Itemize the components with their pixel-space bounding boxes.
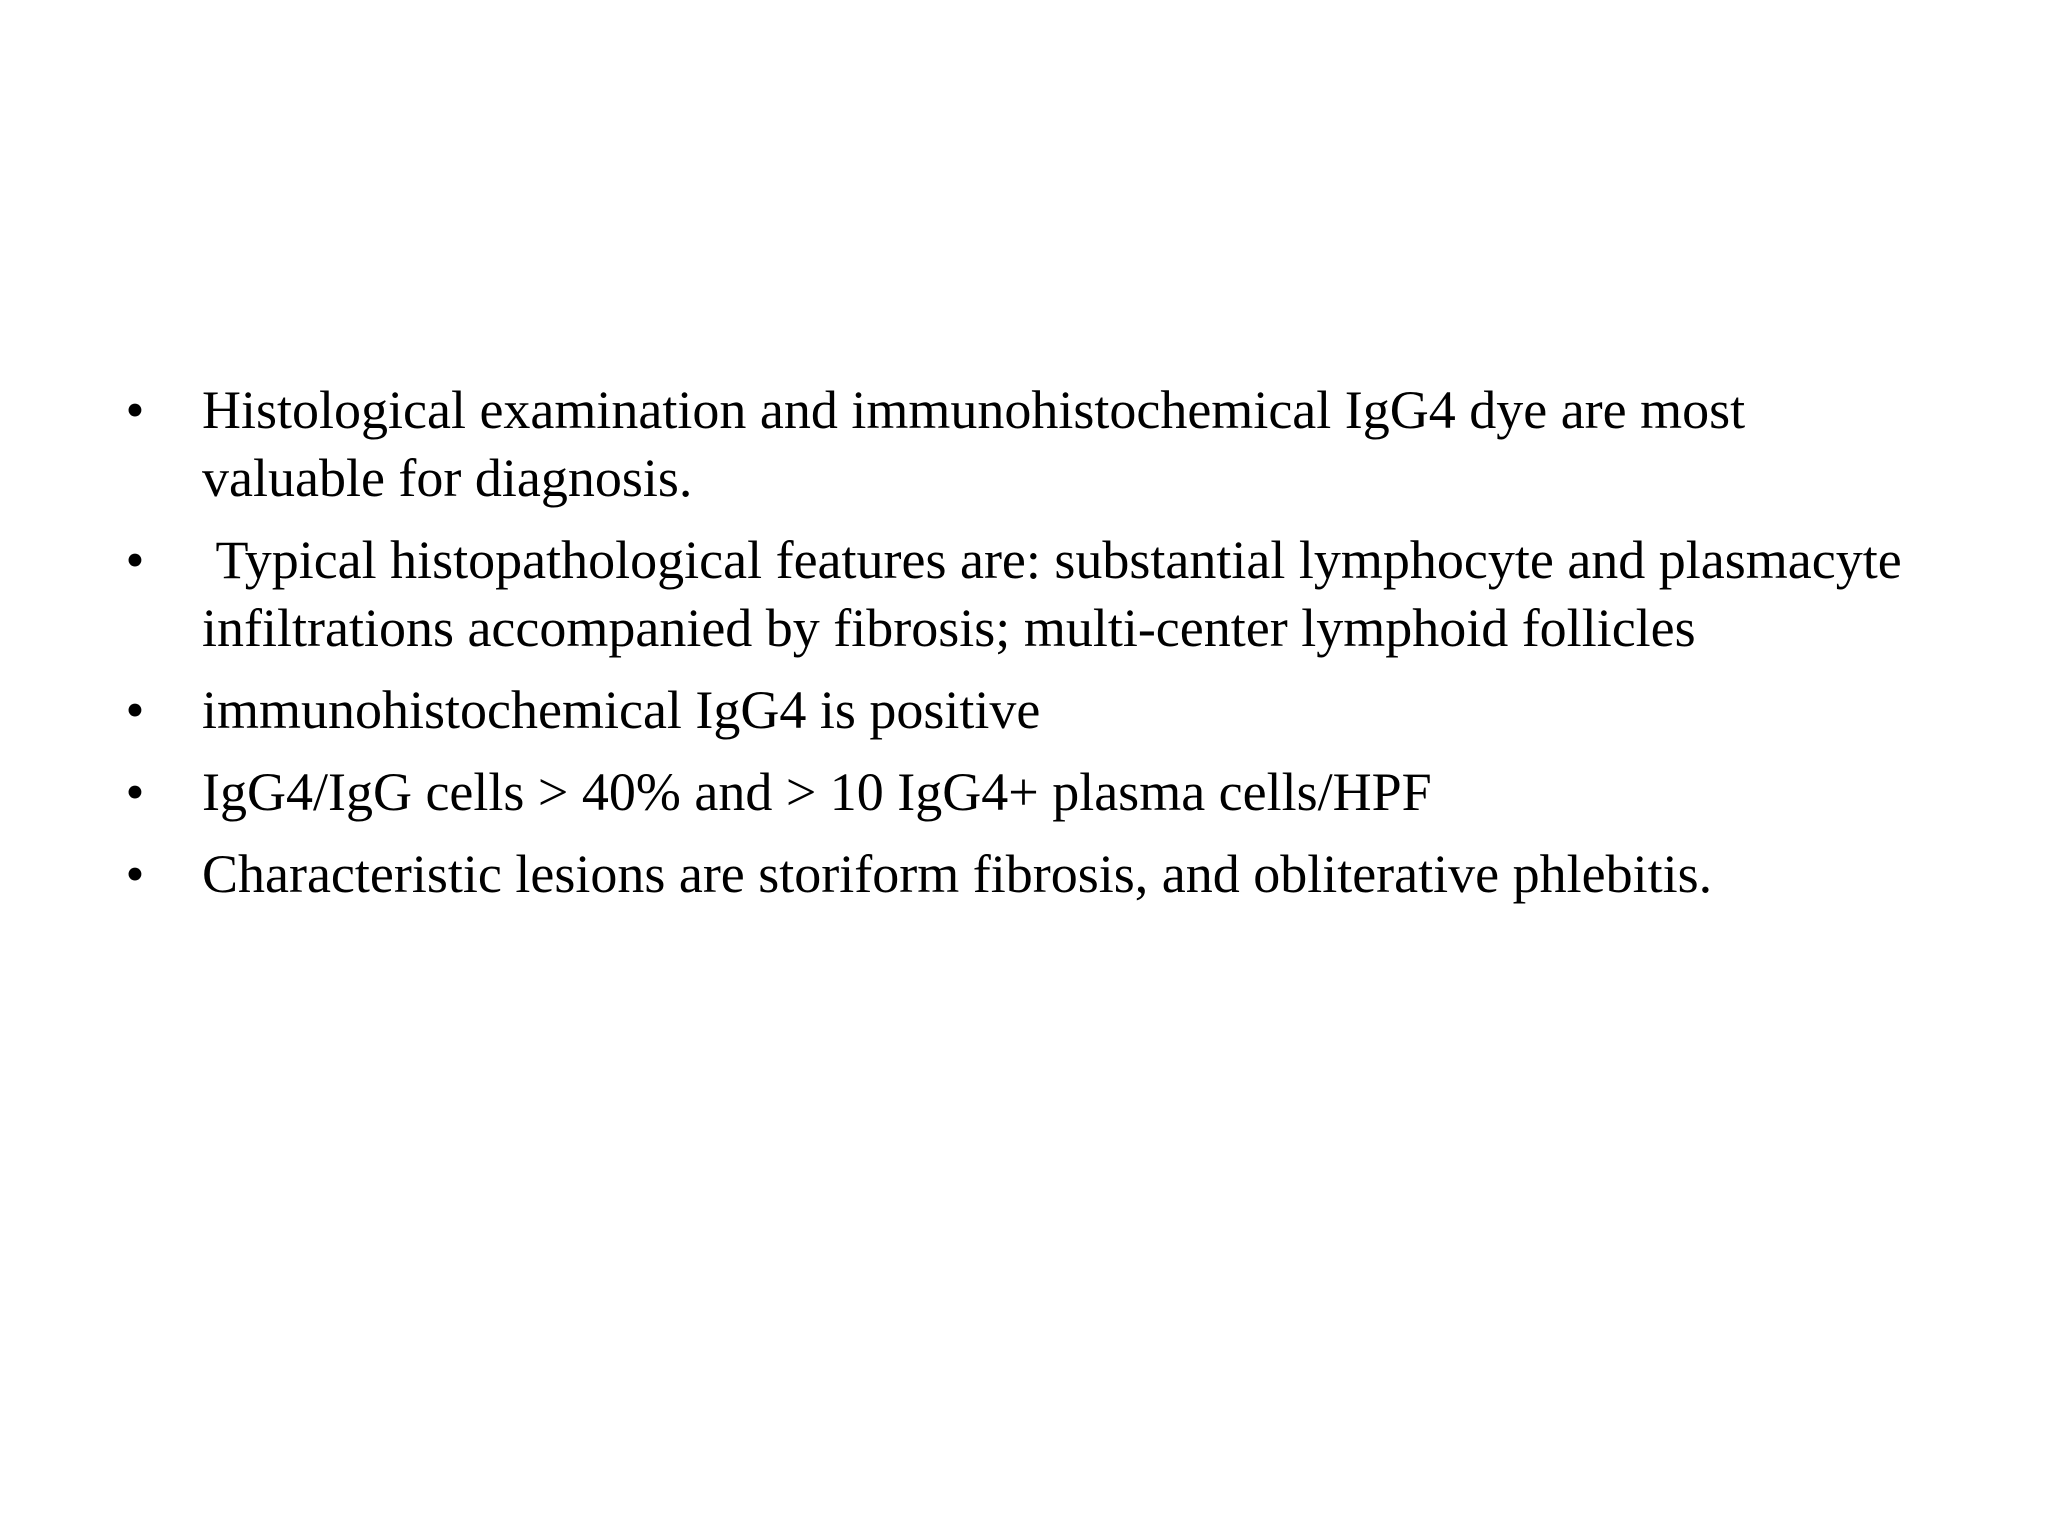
list-item xyxy=(120,376,1940,512)
bullet-text: Characteristic lesions are storiform fibrosis, and obliterative phlebitis. xyxy=(202,844,1713,904)
list-item xyxy=(120,758,1940,826)
bullet-list xyxy=(120,376,1940,922)
bullet-icon: • xyxy=(125,844,145,904)
bullet-icon: • xyxy=(125,762,145,822)
list-item xyxy=(120,526,1940,662)
bullet-text: Histological examination and immunohistochemical IgG4 dye are most valuable for diagnosis. xyxy=(202,380,1759,508)
bullet-icon: • xyxy=(125,530,145,590)
list-item xyxy=(120,676,1940,744)
bullet-icon: • xyxy=(125,380,145,440)
bullet-text: immunohistochemical IgG4 is positive xyxy=(202,680,1041,740)
bullet-text: IgG4/IgG cells > 40% and > 10 IgG4+ plasma cells/HPF xyxy=(202,762,1432,822)
bullet-icon: • xyxy=(125,680,145,740)
bullet-text: Typical histopathological features are: substantial lymphocyte and plasmacyte infiltrations accompanied by fibrosis; multi-center lymphoid follicles xyxy=(202,530,1916,658)
list-item xyxy=(120,840,1940,908)
